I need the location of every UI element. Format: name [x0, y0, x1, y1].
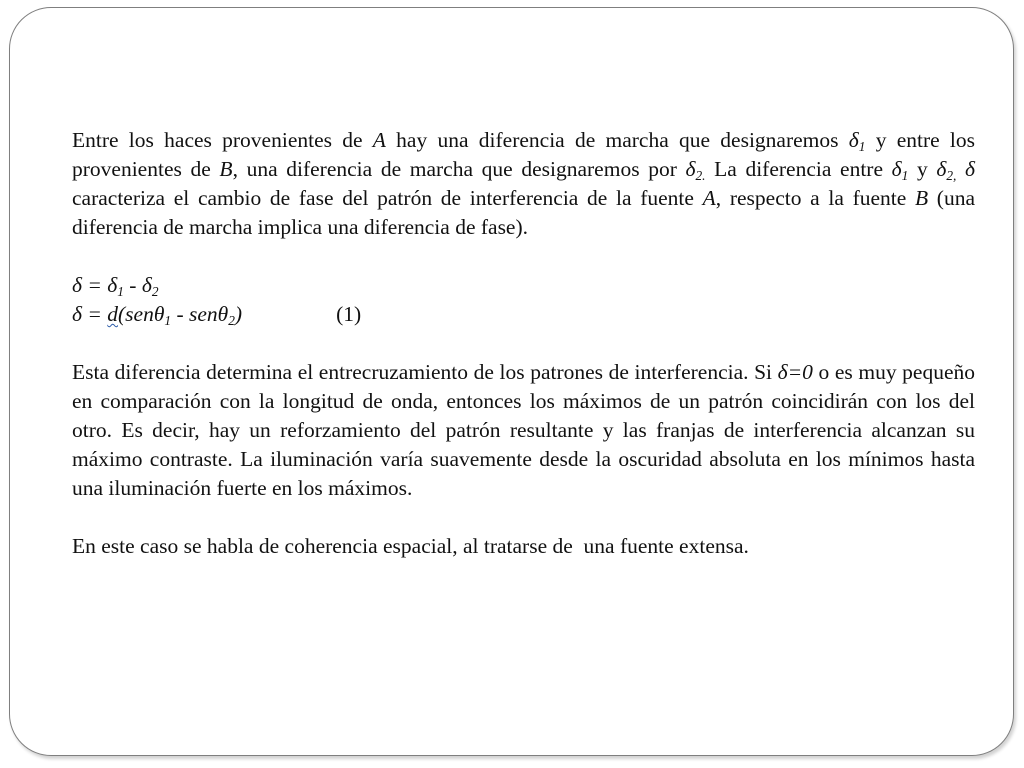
var-a-2: A [702, 186, 716, 210]
eq1-mid: - δ [123, 273, 152, 297]
delta-1b-sub: 1 [901, 167, 909, 183]
paragraph-2 [72, 358, 975, 503]
paragraph-1 [72, 126, 975, 242]
p1-text-10: (una diferencia de marcha implica una diferencia de fase). [72, 186, 976, 239]
p1-text-9: , respecto a la fuente [715, 186, 915, 210]
delta: δ [964, 157, 975, 181]
slide-frame [9, 7, 1014, 756]
equation-number: (1) [336, 302, 362, 326]
equation-2 [72, 300, 975, 329]
p1-text-7 [956, 157, 965, 181]
eq2-lhs: δ = [72, 302, 108, 326]
paragraph-3: En este caso se habla de coherencia espacial, al tratarse de una fuente extensa. [72, 534, 749, 558]
delta-1-sub: 1 [858, 138, 866, 154]
delta-2: δ [685, 157, 696, 181]
p1-text-1: Entre los haces provenientes de [72, 128, 373, 152]
eq2-sub-2: 2 [228, 312, 235, 328]
eq2-sen-2: - senθ [171, 302, 229, 326]
p2-text-2: o es muy pequeño en comparación con la longitud de onda, entonces los máximos de un patrón coincidirán con los del otro. Es decir, hay un reforzamiento del patrón resultante y las franjas de interferencia alcanzan su máximo contraste. La iluminación varía suavemente desde la oscuridad absoluta en los mínimos hasta una iluminación fuerte en los máximos. [72, 360, 976, 500]
var-a: A [372, 128, 386, 152]
slide-body [72, 126, 975, 561]
delta-2b-sub: 2, [946, 167, 957, 183]
delta-zero: δ=0 [777, 360, 813, 384]
eq2-close: ) [234, 302, 243, 326]
p1-text-6: y [908, 157, 937, 181]
p2-text-1: Esta diferencia determina el entrecruzamiento de los patrones de interferencia. Si [72, 360, 778, 384]
spacer [72, 242, 975, 271]
eq1-lhs: δ = δ [72, 273, 118, 297]
eq2-sen-1: (senθ [118, 302, 165, 326]
delta-2b: δ [936, 157, 947, 181]
delta-1b: δ [891, 157, 902, 181]
eq2-d: d [107, 302, 119, 326]
spacer [72, 329, 975, 358]
eq2-sub-1: 1 [164, 312, 172, 328]
p1-text-3: y entre los provenientes de [72, 128, 976, 181]
var-b-2: B [914, 186, 929, 210]
eq1-sub-2: 2 [151, 283, 159, 299]
spacer [72, 503, 975, 532]
delta-2-sub: 2. [695, 167, 706, 183]
equation-1 [72, 271, 975, 300]
eq1-sub-1: 1 [117, 283, 124, 299]
p1-text-8: caracteriza el cambio de fase del patrón de interferencia de la fuente [72, 186, 703, 210]
p1-text-5: La diferencia entre [705, 157, 892, 181]
p1-text-4: , una diferencia de marcha que designaremos por [232, 157, 686, 181]
delta-1: δ [848, 128, 859, 152]
var-b: B [219, 157, 233, 181]
p1-text-2: hay una diferencia de marcha que designaremos [385, 128, 849, 152]
